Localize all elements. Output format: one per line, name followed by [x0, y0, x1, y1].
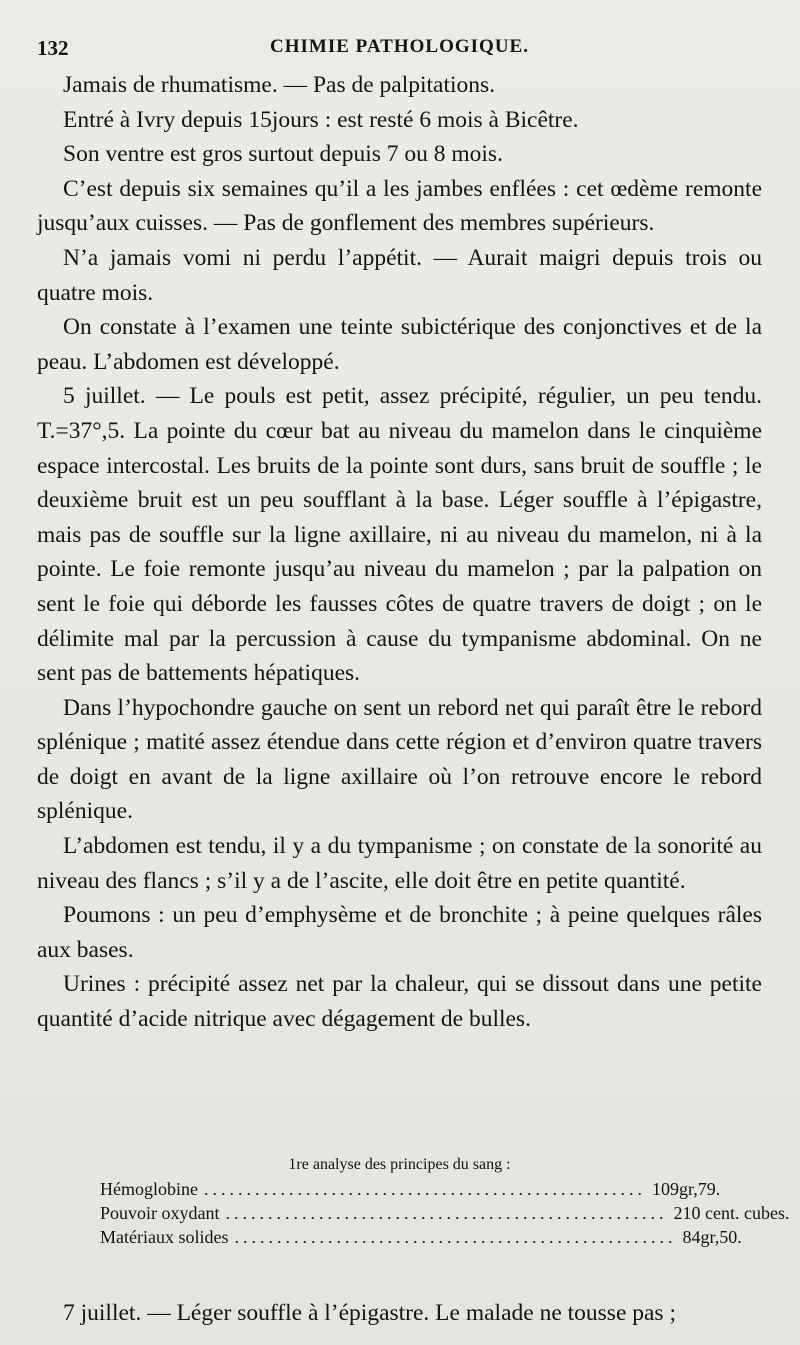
dot-leader: ....................................................: [234, 1227, 677, 1247]
analysis-row-value: 210 cent. cubes.: [673, 1203, 790, 1223]
page-header: [37, 30, 762, 66]
paragraph: Dans l’hypochondre gauche on sent un rebord net qui paraît être le rebord splénique ; matité assez étendue dans cette région et d’environ quatre travers de doigt en avant de la ligne axillaire où l’on retrouve encore le rebord splénique.: [37, 694, 762, 825]
analysis-row: [100, 1201, 790, 1225]
page-number: 132: [37, 36, 69, 60]
paragraph: Poumons : un peu d’emphysème et de bronchite ; à peine quelques râles aux bases.: [37, 902, 762, 963]
analysis-row: [100, 1225, 742, 1249]
analysis-row-label: Pouvoir oxydant: [100, 1203, 220, 1223]
paragraph: Entré à Ivry depuis 15jours : est resté 6 mois à Bicêtre.: [63, 106, 579, 133]
dot-leader: ....................................................: [203, 1179, 646, 1199]
final-line: 7 juillet. — Léger souffle à l’épigastre. Le malade ne tousse pas ;: [63, 1299, 676, 1326]
analysis-row: [100, 1177, 721, 1201]
dot-leader: ....................................................: [225, 1203, 668, 1223]
paragraph: Son ventre est gros surtout depuis 7 ou 8 mois.: [63, 141, 503, 168]
analysis-row-label: Matériaux solides: [100, 1227, 229, 1247]
paragraph: Urines : précipité assez net par la chaleur, qui se dissout dans une petite quantité d’acide nitrique avec dégagement de bulles.: [37, 971, 762, 1033]
analysis-title: 1re analyse des principes du sang :: [288, 1156, 511, 1173]
analysis-row-value: 84gr,50.: [682, 1227, 742, 1247]
paragraph: On constate à l’examen une teinte subictérique des conjonctives et de la peau. L’abdomen est développé.: [37, 314, 762, 375]
paragraph: Jamais de rhumatisme. — Pas de palpitations.: [63, 72, 496, 98]
paragraph: C’est depuis six semaines qu’il a les jambes enflées : cet œdème remonte jusqu’aux cuisses. — Pas de gonflement des membres supérieurs.: [37, 175, 762, 237]
analysis-row-label: Hémoglobine: [100, 1179, 198, 1199]
analysis-row-value: 109gr,79.: [651, 1179, 721, 1199]
running-head: CHIMIE PATHOLOGIQUE.: [270, 36, 529, 57]
paragraph: L’abdomen est tendu, il y a du tympanisme ; on constate de la sonorité au niveau des flancs ; s’il y a de l’ascite, elle doit être en petite quantité.: [37, 833, 762, 894]
paragraph: N’a jamais vomi ni perdu l’appétit. — Aurait maigri depuis trois ou quatre mois.: [37, 244, 762, 306]
body-text: [37, 68, 762, 1037]
blood-analysis-table: [37, 1153, 790, 1249]
paragraph: 5 juillet. — Le pouls est petit, assez précipité, régulier, un peu tendu. T.=37°,5. La pointe du cœur bat au niveau du mamelon dans le cinquième espace intercostal. Les bruits de la pointe sont durs, sans bruit de souffle ; le deuxième bruit est un peu soufflant à la base. Léger souffle à l’épigastre, mais pas de souffle sur la ligne axillaire, ni au niveau du mamelon, ni à la pointe. Le foie remonte jusqu’au niveau du mamelon ; par la palpation on sent le foie qui déborde les fausses côtes de quatre travers de doigt ; on le délimite mal par la percussion à cause du tympanisme abdominal. On ne sent pas de battements hépatiques.: [37, 383, 762, 687]
